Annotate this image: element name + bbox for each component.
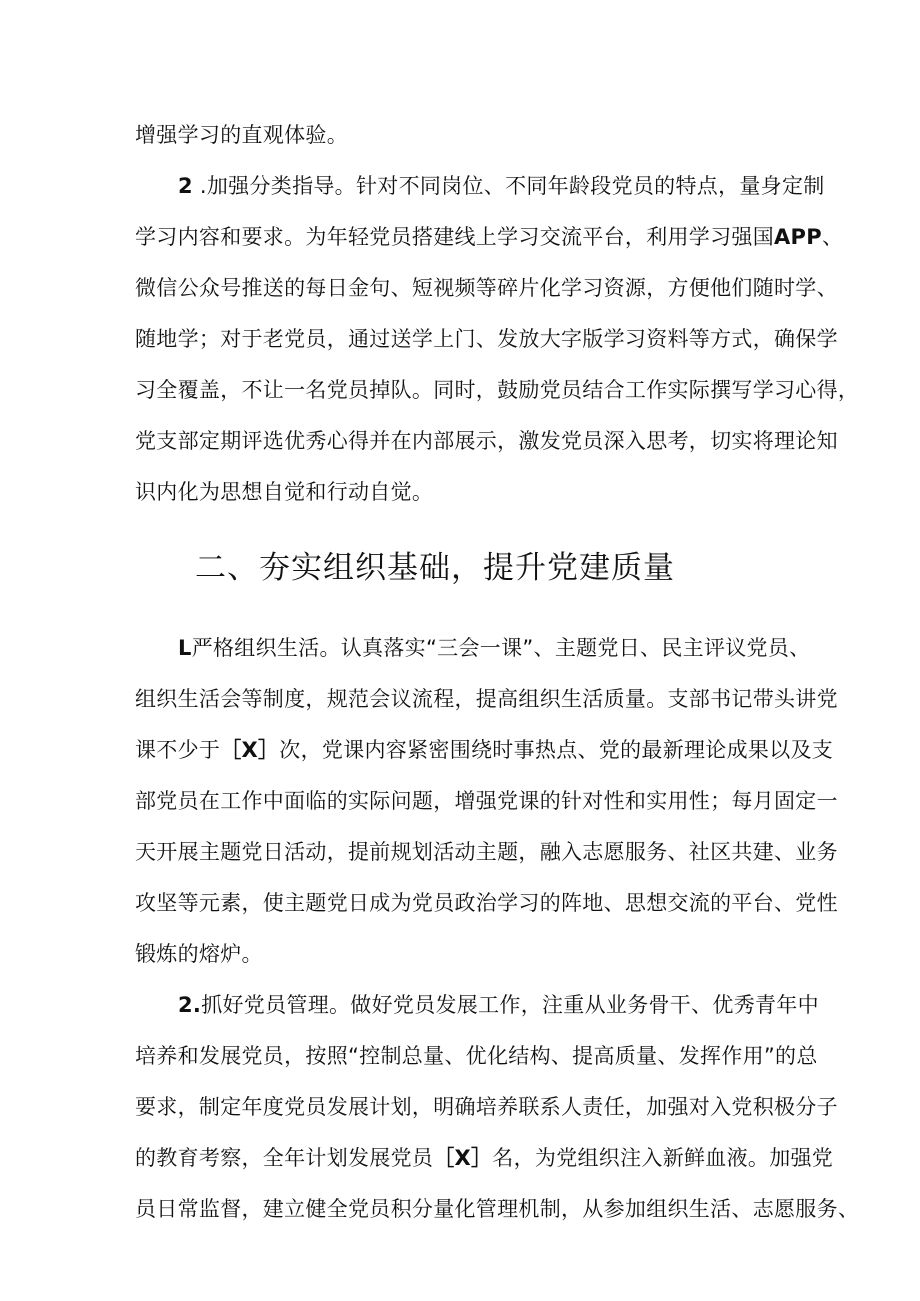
paragraph-line: 天开展主题党日活动，提前规划活动主题，融入志愿服务、社区共建、业务 (135, 840, 838, 864)
paragraph-line: 组织生活会等制度，规范会议流程，提高组织生活质量。支部书记带头讲党 (135, 687, 838, 711)
list-number: 2. (178, 993, 202, 1017)
paragraph-line: 员日常监督，建立健全党员积分量化管理机制，从参加组织生活、志愿服务、 (135, 1197, 860, 1221)
placeholder-x: ［X］ (220, 738, 280, 762)
paragraph-line: 识内化为思想自觉和行动自觉。 (135, 480, 434, 504)
placeholder-x: ［X］ (433, 1146, 493, 1170)
paragraph-line: 要求，制定年度党员发展计划，明确培养联系人责任，加强对入党积极分子 (135, 1095, 838, 1119)
paragraph-line: 的教育考察，全年计划发展党员［X］名，为党组织注入新鲜血液。加强党 (135, 1146, 834, 1170)
paragraph-line: 培养和发展党员，按照“控制总量、优化结构、提高质量、发挥作用”的总 (135, 1044, 818, 1068)
paragraph-line: 2 .加强分类指导。针对不同岗位、不同年龄段党员的特点，量身定制 (178, 174, 825, 198)
paragraph-line: 学习内容和要求。为年轻党员搭建线上学习交流平台，利用学习强国APP、 (135, 225, 844, 249)
paragraph-line: 锻炼的熔炉。 (135, 942, 263, 966)
paragraph-line: 习全覆盖，不让一名党员掉队。同时，鼓励党员结合工作实际撰写学习心得， (135, 378, 860, 402)
paragraph-line: 部党员在工作中面临的实际问题，增强党课的针对性和实用性；每月固定一 (135, 789, 838, 813)
paragraph-line: L严格组织生活。认真落实“三会一课”、主题党日、民主评议党员、 (178, 636, 811, 660)
section-heading: 二、夯实组织基础，提升党建质量 (195, 550, 675, 586)
paragraph-line: 增强学习的直观体验。 (135, 123, 348, 147)
list-number: 2 (178, 174, 193, 198)
paragraph-line: 攻坚等元素，使主题党日成为党员政治学习的阵地、思想交流的平台、党性 (135, 891, 838, 915)
paragraph-line: 微信公众号推送的每日金句、短视频等碎片化学习资源，方便他们随时学、 (135, 276, 838, 300)
paragraph-line: 党支部定期评选优秀心得并在内部展示，激发党员深入思考，切实将理论知 (135, 429, 838, 453)
paragraph-line: 随地学；对于老党员，通过送学上门、发放大字版学习资料等方式，确保学 (135, 327, 838, 351)
paragraph-line: 2.抓好党员管理。做好党员发展工作，注重从业务骨干、优秀青年中 (178, 993, 819, 1017)
paragraph-line: 课不少于［X］次，党课内容紧密围绕时事热点、党的最新理论成果以及支 (135, 738, 834, 762)
list-number: L (178, 636, 192, 660)
